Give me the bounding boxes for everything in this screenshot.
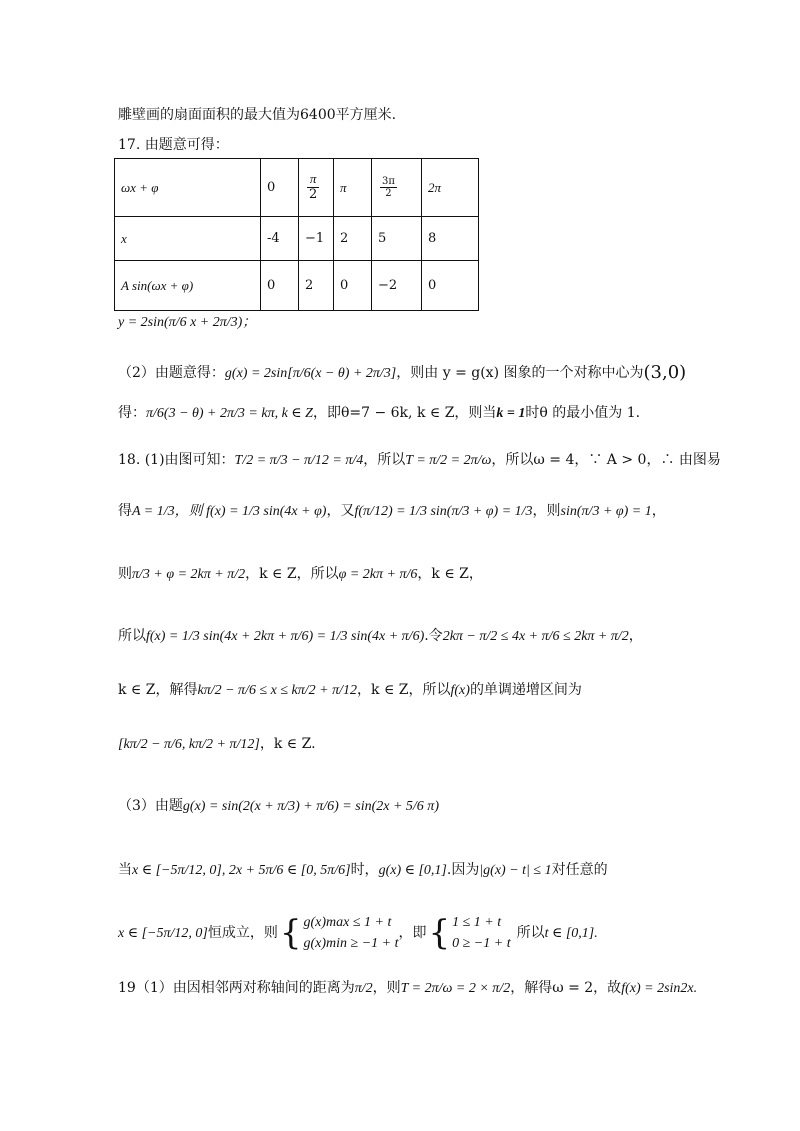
part2-center: (3,0) [643,362,687,383]
table-cell: 5 [372,217,422,261]
table-cell: x [115,217,261,261]
table-cell: 2 [334,217,372,261]
system-row: 0 ≥ −1 + t [452,936,511,951]
q18-l5-prefix: k ∈ Z，解得 [118,682,198,698]
q18-line5 [118,682,582,700]
q18-p3-l2-abs: |g(x) − t| ≤ 1 [479,863,552,878]
q18-l2-mid2: ，则 [532,503,561,519]
q19-result: f(x) = 2sin2x. [621,981,698,996]
q18-p3-l2-mid: 时， [350,862,379,878]
table-cell: -4 [261,217,299,261]
q19-prefix: 19（1）由因相邻两对称轴间的距离为 [118,980,355,996]
equation-text: y = 2sin(π/6 x + 2π/3)； [118,315,257,330]
q18-l2-mid: ，又 [326,503,355,519]
q19-line1 [118,980,697,998]
area-max-text: 雕壁画的扇面面积的最大值为6400平方厘米. [118,107,397,123]
q18-l3-end: ，k ∈ Z， [417,566,483,582]
q18-p3-l2-mid2: .因为 [446,862,480,878]
part2-eq: g(x) = 2sin[π/6(x − θ) + 2π/3] [224,366,397,381]
q19-dist: π/2 [354,981,373,996]
q18-line1 [118,452,721,470]
q18-l2-A: A = 1/3 [132,504,175,519]
q18-l6-interval: [kπ/2 − π/6, kπ/2 + π/12] [118,737,260,752]
q18-l5-mid: ，k ∈ Z，所以 [357,682,451,698]
q18-p3-l3-result: t ∈ [0,1]. [544,926,598,941]
system-row: g(x)max ≤ 1 + t [303,915,392,930]
q18-p3-l3-cond: x ∈ [−5π/12, 0] [118,926,208,941]
system-row: 1 ≤ 1 + t [452,915,502,930]
q18-l5-f: f(x) [450,683,470,698]
table-cell: A sin(ωx + φ) [115,261,261,311]
q18-p3-prefix: （3）由题 [118,798,183,814]
q18-l3-eq: π/3 + φ = 2kπ + π/2 [132,567,246,582]
q18-l2-eq: f(π/12) = 1/3 sin(π/3 + φ) = 1/3 [354,504,533,519]
part2-l2-mid: ，即θ=7 − 6k, k ∈ Z，则当 [312,405,497,421]
left-brace-icon: { [279,913,302,953]
table-row [115,261,479,311]
table-cell: 2π [422,159,479,217]
table-cell: 2 [299,261,334,311]
q18-part3-line1 [118,798,439,816]
q18-l3-mid: ，k ∈ Z，所以 [245,566,339,582]
q17-result-eq [118,315,256,332]
q18-l5-end: 的单调递增区间为 [469,682,582,698]
q18-l1-mid: ，所以 [363,452,406,468]
q18-p3-system1 [303,912,398,954]
q18-p3-l2-cond: x ∈ [−5π/12, 0], 2x + 5π/6 ∈ [0, 5π/6] [132,863,351,878]
q18-p3-l3-mid3: 所以 [516,925,545,941]
q18-l2-end: ， [651,503,666,519]
q19-mid2: ，解得ω = 2，故 [510,980,622,996]
table-cell: −2 [372,261,422,311]
table-row [115,217,479,261]
q18-p3-eq: g(x) = sin(2(x + π/3) + π/6) = sin(2x + 5/6 π) [182,799,439,814]
q18-line4 [118,628,643,646]
q18-p3-l3-mid2: ，即 [398,925,427,941]
left-brace-icon: { [428,913,451,953]
table-cell: 0 [261,159,299,217]
table-cell: 8 [422,217,479,261]
q18-l5-ineq: kπ/2 − π/6 ≤ x ≤ kπ/2 + π/12 [197,683,358,698]
q18-l3-eq2: φ = 2kπ + π/6 [338,567,418,582]
q18-l1-end: ，所以ω = 4，∵ A > 0，∴ 由图易 [491,452,721,468]
q18-l6-end: ，k ∈ Z. [259,736,316,752]
part2-l2-end: 时θ 的最小值为 1. [525,405,641,421]
table-cell: $\frac{3\pi}{2}$ [372,159,422,217]
q18-p3-l2-range: g(x) ∈ [0,1] [378,863,447,878]
q18-l3-prefix: 则 [118,566,132,582]
q18-p3-l3-mid: 恒成立，则 [207,925,278,941]
q18-l1-eq2: T = π/2 = 2π/ω [405,453,492,468]
q18-line3 [118,566,483,584]
q18-p3-l2-prefix: 当 [118,862,132,878]
q18-p3-system2 [452,912,510,954]
q18-part3-line3 [118,912,598,954]
q17-part2-line2 [118,405,640,423]
part2-l2-k: k = 1 [496,406,526,421]
table-cell: $\frac{\pi}{2}$ [299,159,334,217]
q18-l4-end: ， [628,628,643,644]
q17-part2-line1 [118,364,686,383]
table-cell: 0 [422,261,479,311]
part2-l2-eq: π/6(3 − θ) + 2π/3 = kπ, k ∈ Z [146,406,313,421]
table-row [115,159,479,217]
q17-heading [118,137,229,154]
q18-l2-prefix: 得 [118,503,132,519]
q17-heading-text: 17. 由题意可得： [118,137,229,153]
q18-part3-line2 [118,862,608,880]
q18-l2-eq2: sin(π/3 + φ) = 1 [560,504,652,519]
q17-values-table [114,158,479,311]
part2-mid: ，则由 y = g(x) 图象的一个对称中心为 [396,365,644,381]
q18-l4-eq: f(x) = 1/3 sin(4x + 2kπ + π/6) = 1/3 sin(4x + π/6) [146,629,425,644]
q18-l4-mid: .令 [424,628,443,644]
table-cell: ωx + φ [115,159,261,217]
q18-l4-ineq: 2kπ − π/2 ≤ 4x + π/6 ≤ 2kπ + π/2 [442,629,629,644]
q18-l1-eq: T/2 = π/3 − π/12 = π/4 [234,453,364,468]
q19-mid: ，则 [372,980,401,996]
part2-l2-prefix: 得： [118,405,146,421]
table-cell: 0 [261,261,299,311]
part2-intro: （2）由题意得： [118,365,225,381]
q19-eq: T = 2π/ω = 2 × π/2 [400,981,511,996]
system-row: g(x)min ≥ −1 + t [303,936,399,951]
table-cell: π [334,159,372,217]
table-cell: −1 [299,217,334,261]
table-cell: 0 [334,261,372,311]
q18-l2-f: ，则 f(x) = 1/3 sin(4x + φ) [174,504,327,519]
q18-p3-l2-end: 对任意的 [551,862,608,878]
q18-l4-prefix: 所以 [118,628,146,644]
text-line-area-max [118,107,396,124]
q18-line6 [118,736,316,754]
q18-line2 [118,503,666,521]
q18-l1-prefix: 18. (1)由图可知： [118,452,235,468]
